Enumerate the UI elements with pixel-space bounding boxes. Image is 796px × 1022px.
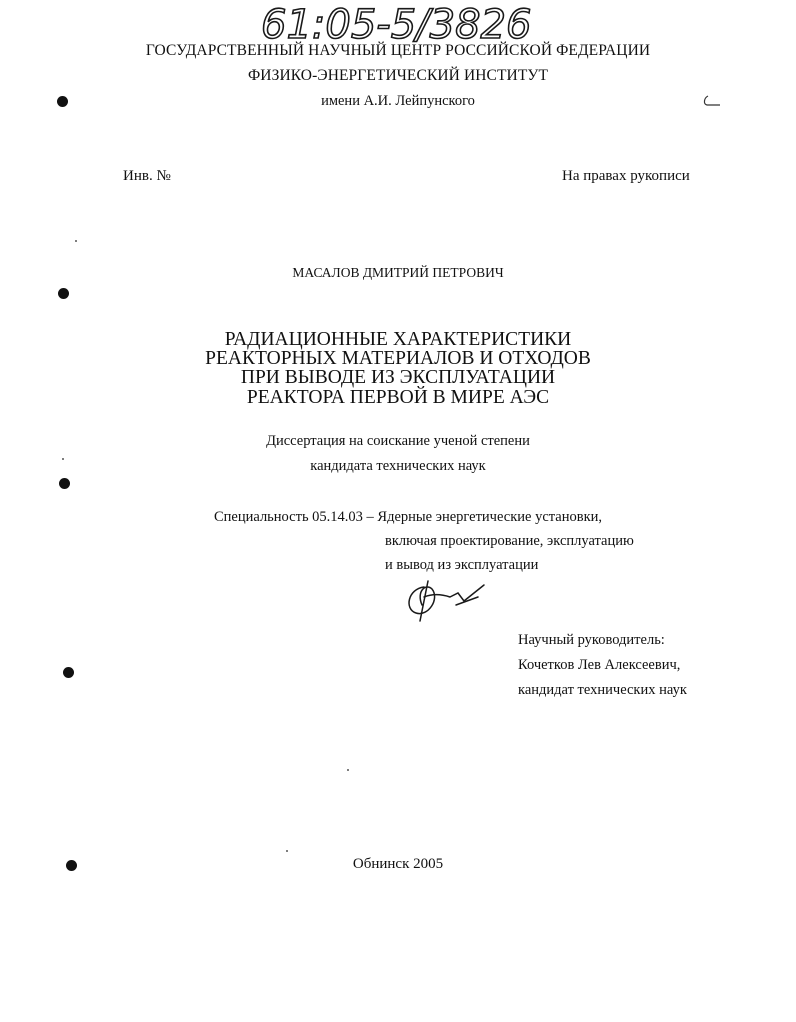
- shelf-mark-text: 61:05-5/3826: [261, 2, 532, 44]
- binding-hole-mark: [63, 667, 74, 678]
- author-signature: [400, 575, 490, 625]
- supervisor-degree: кандидат технических наук: [518, 682, 687, 698]
- dissertation-title-line-4: РЕАКТОРА ПЕРВОЙ В МИРЕ АЭС: [246, 387, 550, 408]
- dissertation-title-line-2: РЕАКТОРНЫХ МАТЕРИАЛОВ И ОТХОДОВ: [205, 348, 591, 369]
- binding-hole-mark: [57, 96, 68, 107]
- specialty-line-3: и вывод из эксплуатации: [385, 557, 539, 573]
- binding-hole-mark: [66, 860, 77, 871]
- institute-name: ФИЗИКО-ЭНЕРГЕТИЧЕСКИЙ ИНСТИТУТ: [247, 67, 549, 84]
- specialty-line-1: Специальность 05.14.03 – Ядерные энергетические установки,: [214, 509, 602, 525]
- dissertation-title-line-3: ПРИ ВЫВОДЕ ИЗ ЭКСПЛУАТАЦИИ: [240, 367, 556, 388]
- binding-hole-mark: [59, 478, 70, 489]
- corner-pen-mark: [700, 94, 724, 108]
- city-and-year: Обнинск 2005: [352, 856, 444, 872]
- degree-line-2: кандидата технических наук: [310, 458, 486, 474]
- scan-speck: [347, 769, 349, 771]
- degree-line-1: Диссертация на соискание ученой степени: [266, 433, 530, 449]
- specialty-line-2: включая проектирование, эксплуатацию: [385, 533, 634, 549]
- binding-hole-mark: [58, 288, 69, 299]
- inventory-number-label: Инв. №: [123, 168, 171, 184]
- author-name: МАСАЛОВ ДМИТРИЙ ПЕТРОВИЧ: [292, 265, 504, 280]
- supervisor-label: Научный руководитель:: [518, 632, 665, 648]
- manuscript-rights-label: На правах рукописи: [562, 168, 690, 184]
- dissertation-title-line-1: РАДИАЦИОННЫЕ ХАРАКТЕРИСТИКИ: [224, 329, 572, 350]
- scan-speck: [62, 458, 64, 460]
- scan-speck: [286, 850, 288, 852]
- scan-speck: [75, 240, 77, 242]
- supervisor-name: Кочетков Лев Алексеевич,: [518, 657, 681, 673]
- handwritten-shelf-mark: [255, 0, 575, 44]
- institute-named-after: имени А.И. Лейпунского: [321, 93, 475, 109]
- research-center-name: ГОСУДАРСТВЕННЫЙ НАУЧНЫЙ ЦЕНТР РОССИЙСКОЙ ФЕДЕРАЦИИ: [145, 42, 651, 59]
